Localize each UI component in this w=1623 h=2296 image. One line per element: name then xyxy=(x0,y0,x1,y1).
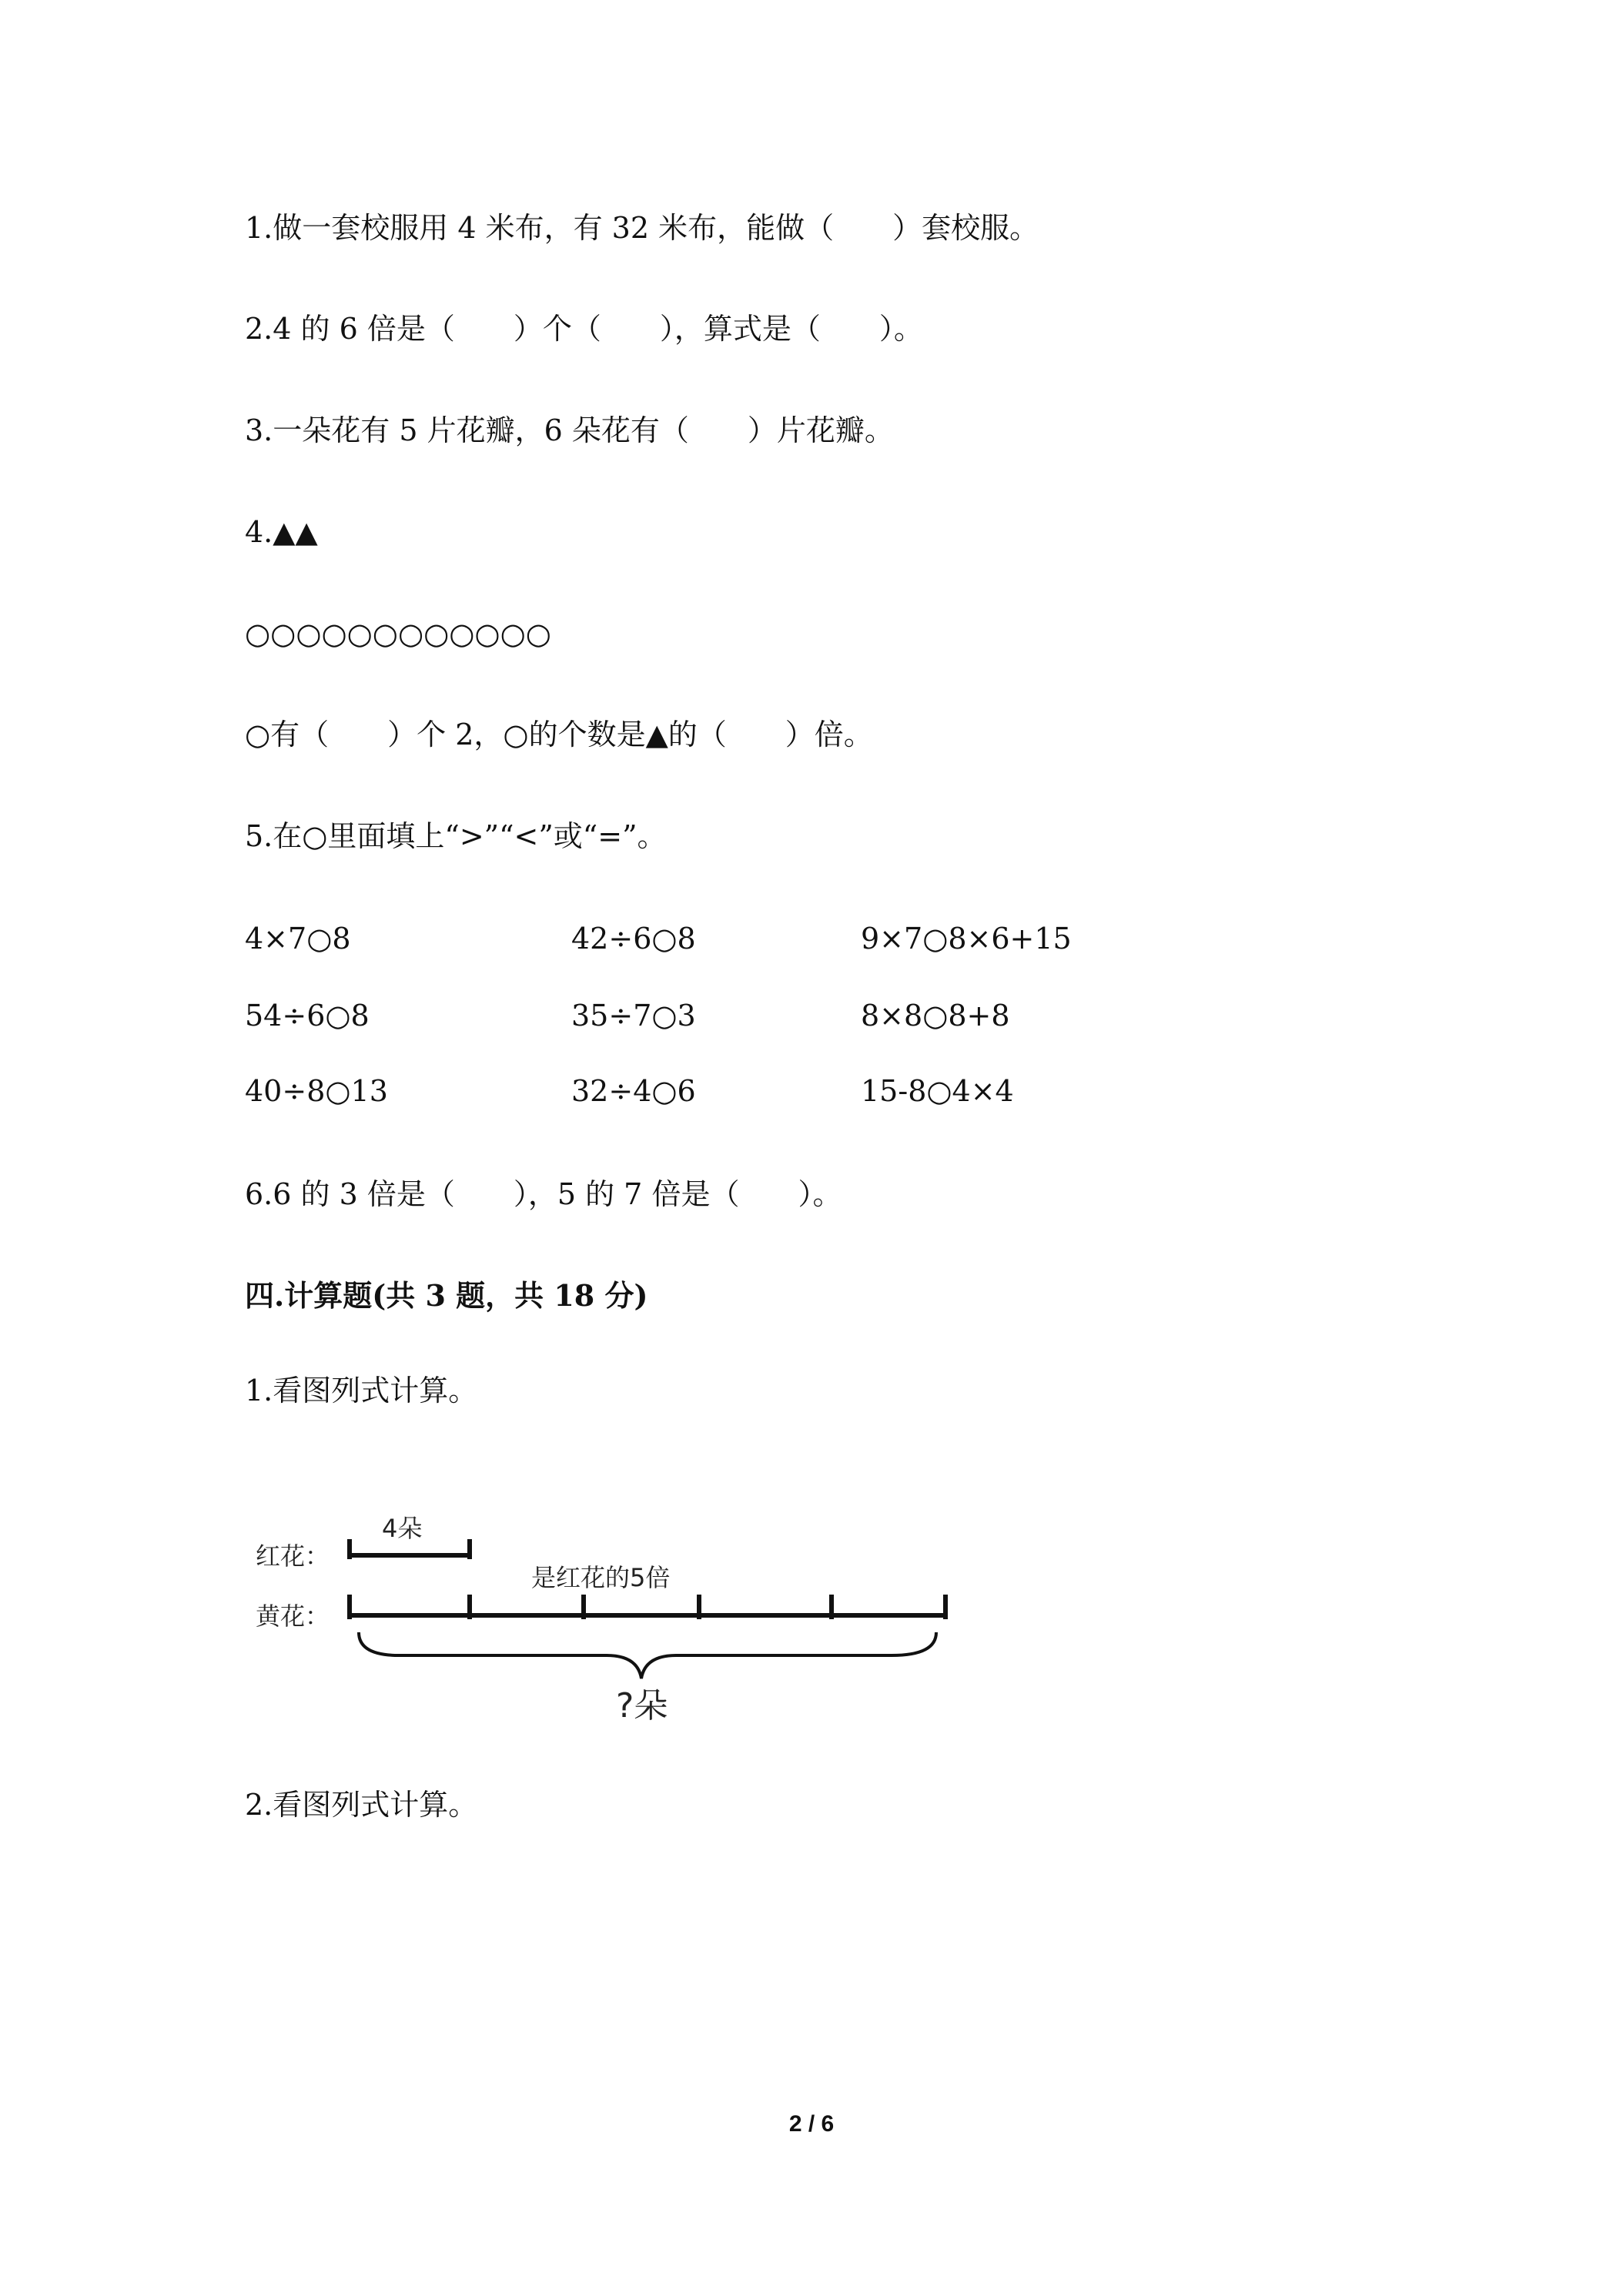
question-4-prompt: ○有（ ）个 2，○的个数是▲的（ ）倍。 xyxy=(245,718,873,751)
section-4-heading: 四.计算题(共 3 题，共 18 分) xyxy=(245,1278,648,1313)
question-4-title: 4.▲▲ xyxy=(245,515,318,549)
compare-item: 8×8○8+8 xyxy=(861,999,1010,1033)
compare-item: 15-8○4×4 xyxy=(861,1074,1014,1108)
question-1: 1.做一套校服用 4 米布，有 32 米布，能做（ ）套校服。 xyxy=(245,211,1039,245)
yellow-flower-label: 黄花： xyxy=(256,1602,330,1631)
calc-question-2: 2.看图列式计算。 xyxy=(245,1788,478,1822)
relation-label: 是红花的5倍 xyxy=(531,1563,671,1592)
question-6: 6.6 的 3 倍是（ ），5 的 7 倍是（ ）。 xyxy=(245,1177,842,1211)
red-amount-label: 4朵 xyxy=(382,1514,423,1543)
compare-item: 4×7○8 xyxy=(245,922,351,956)
question-2: 2.4 的 6 倍是（ ）个（ ），算式是（ ）。 xyxy=(245,312,923,346)
calc-question-1: 1.看图列式计算。 xyxy=(245,1374,478,1407)
compare-item: 54÷6○8 xyxy=(245,999,370,1033)
compare-item: 9×7○8×6+15 xyxy=(861,922,1072,956)
page-number: 2 / 6 xyxy=(788,2111,835,2137)
question-5-title: 5.在○里面填上“>”“<”或“=”。 xyxy=(245,819,667,853)
compare-item: 42÷6○8 xyxy=(571,922,696,956)
compare-item: 32÷4○6 xyxy=(571,1074,696,1108)
compare-item: 35÷7○3 xyxy=(571,999,696,1033)
flower-diagram xyxy=(245,1501,969,1725)
question-4-circles: ○○○○○○○○○○○○ xyxy=(245,617,551,651)
unknown-total-label: ?朵 xyxy=(616,1686,668,1725)
compare-item: 40÷8○13 xyxy=(245,1074,388,1108)
total-brace xyxy=(359,1632,936,1678)
red-flower-label: 红花： xyxy=(256,1541,330,1571)
question-3: 3.一朵花有 5 片花瓣，6 朵花有（ ）片花瓣。 xyxy=(245,413,894,447)
